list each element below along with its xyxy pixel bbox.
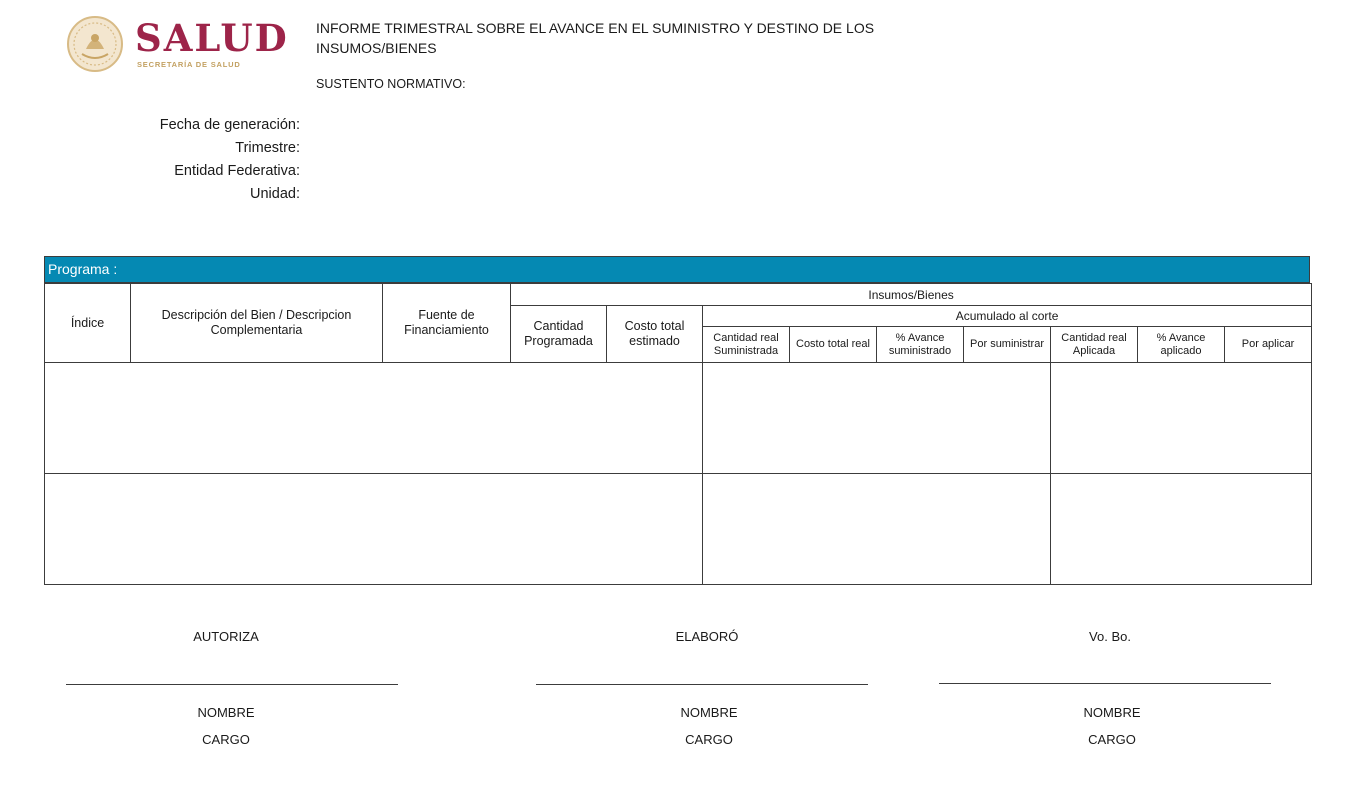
table-cell-right xyxy=(1051,363,1312,474)
signature-autoriza-line xyxy=(66,684,398,685)
table-cell-left xyxy=(45,474,703,585)
table-cell-middle xyxy=(703,474,1051,585)
header-fuente: Fuente de Financiamiento xyxy=(383,284,511,363)
header-cantidad-real-suministrada: Cantidad real Suministrada xyxy=(703,327,790,363)
header-cantidad-programada: Cantidad Programada xyxy=(511,306,607,363)
header-descripcion: Descripción del Bien / Descripcion Complementaria xyxy=(131,284,383,363)
table-cell-middle xyxy=(703,363,1051,474)
entidad-federativa-label: Entidad Federativa: xyxy=(174,163,300,179)
signature-vobo-cargo: CARGO xyxy=(1088,732,1136,747)
signature-elaboro-nombre: NOMBRE xyxy=(680,705,738,720)
signature-elaboro-cargo: CARGO xyxy=(685,732,733,747)
header-cantidad-real-aplicada: Cantidad real Aplicada xyxy=(1051,327,1138,363)
header-por-suministrar: Por suministrar xyxy=(964,327,1051,363)
header-avance-suministrado: % Avance suministrado xyxy=(877,327,964,363)
signature-vobo-nombre: NOMBRE xyxy=(1083,705,1141,720)
fecha-generacion-label: Fecha de generación: xyxy=(159,117,300,133)
table-cell-left xyxy=(45,363,703,474)
header-costo-total-real: Costo total real xyxy=(790,327,877,363)
header-avance-aplicado: % Avance aplicado xyxy=(1138,327,1225,363)
table-row xyxy=(45,474,1312,585)
unidad-label: Unidad: xyxy=(250,186,300,202)
brand-subtitle: SECRETARÍA DE SALUD xyxy=(137,60,241,69)
trimestre-label: Trimestre: xyxy=(235,140,300,156)
signature-vobo-title: Vo. Bo. xyxy=(1089,629,1131,644)
insumos-table xyxy=(44,283,1312,585)
programa-bar xyxy=(44,256,1310,283)
brand-name: SALUD xyxy=(135,16,289,60)
signature-autoriza-title: AUTORIZA xyxy=(193,629,259,644)
table-cell-right xyxy=(1051,474,1312,585)
table-row xyxy=(45,363,1312,474)
header-por-aplicar: Por aplicar xyxy=(1225,327,1312,363)
signature-autoriza-nombre: NOMBRE xyxy=(197,705,255,720)
government-seal-logo xyxy=(64,16,126,72)
signature-vobo-line xyxy=(939,683,1271,684)
header-acumulado-al-corte: Acumulado al corte xyxy=(703,306,1312,327)
sustento-normativo-label: SUSTENTO NORMATIVO: xyxy=(316,77,466,91)
signature-autoriza-cargo: CARGO xyxy=(202,732,250,747)
signature-elaboro-line xyxy=(536,684,868,685)
signature-elaboro-title: ELABORÓ xyxy=(675,629,739,644)
header-insumos-bienes: Insumos/Bienes xyxy=(511,284,1312,306)
programa-label: Programa : xyxy=(48,261,118,277)
header-costo-total-estimado: Costo total estimado xyxy=(607,306,703,363)
report-title: INFORME TRIMESTRAL SOBRE EL AVANCE EN EL SUMINISTRO Y DESTINO DE LOS INSUMOS/BIENES xyxy=(316,20,875,56)
header-indice: Índice xyxy=(45,284,131,363)
